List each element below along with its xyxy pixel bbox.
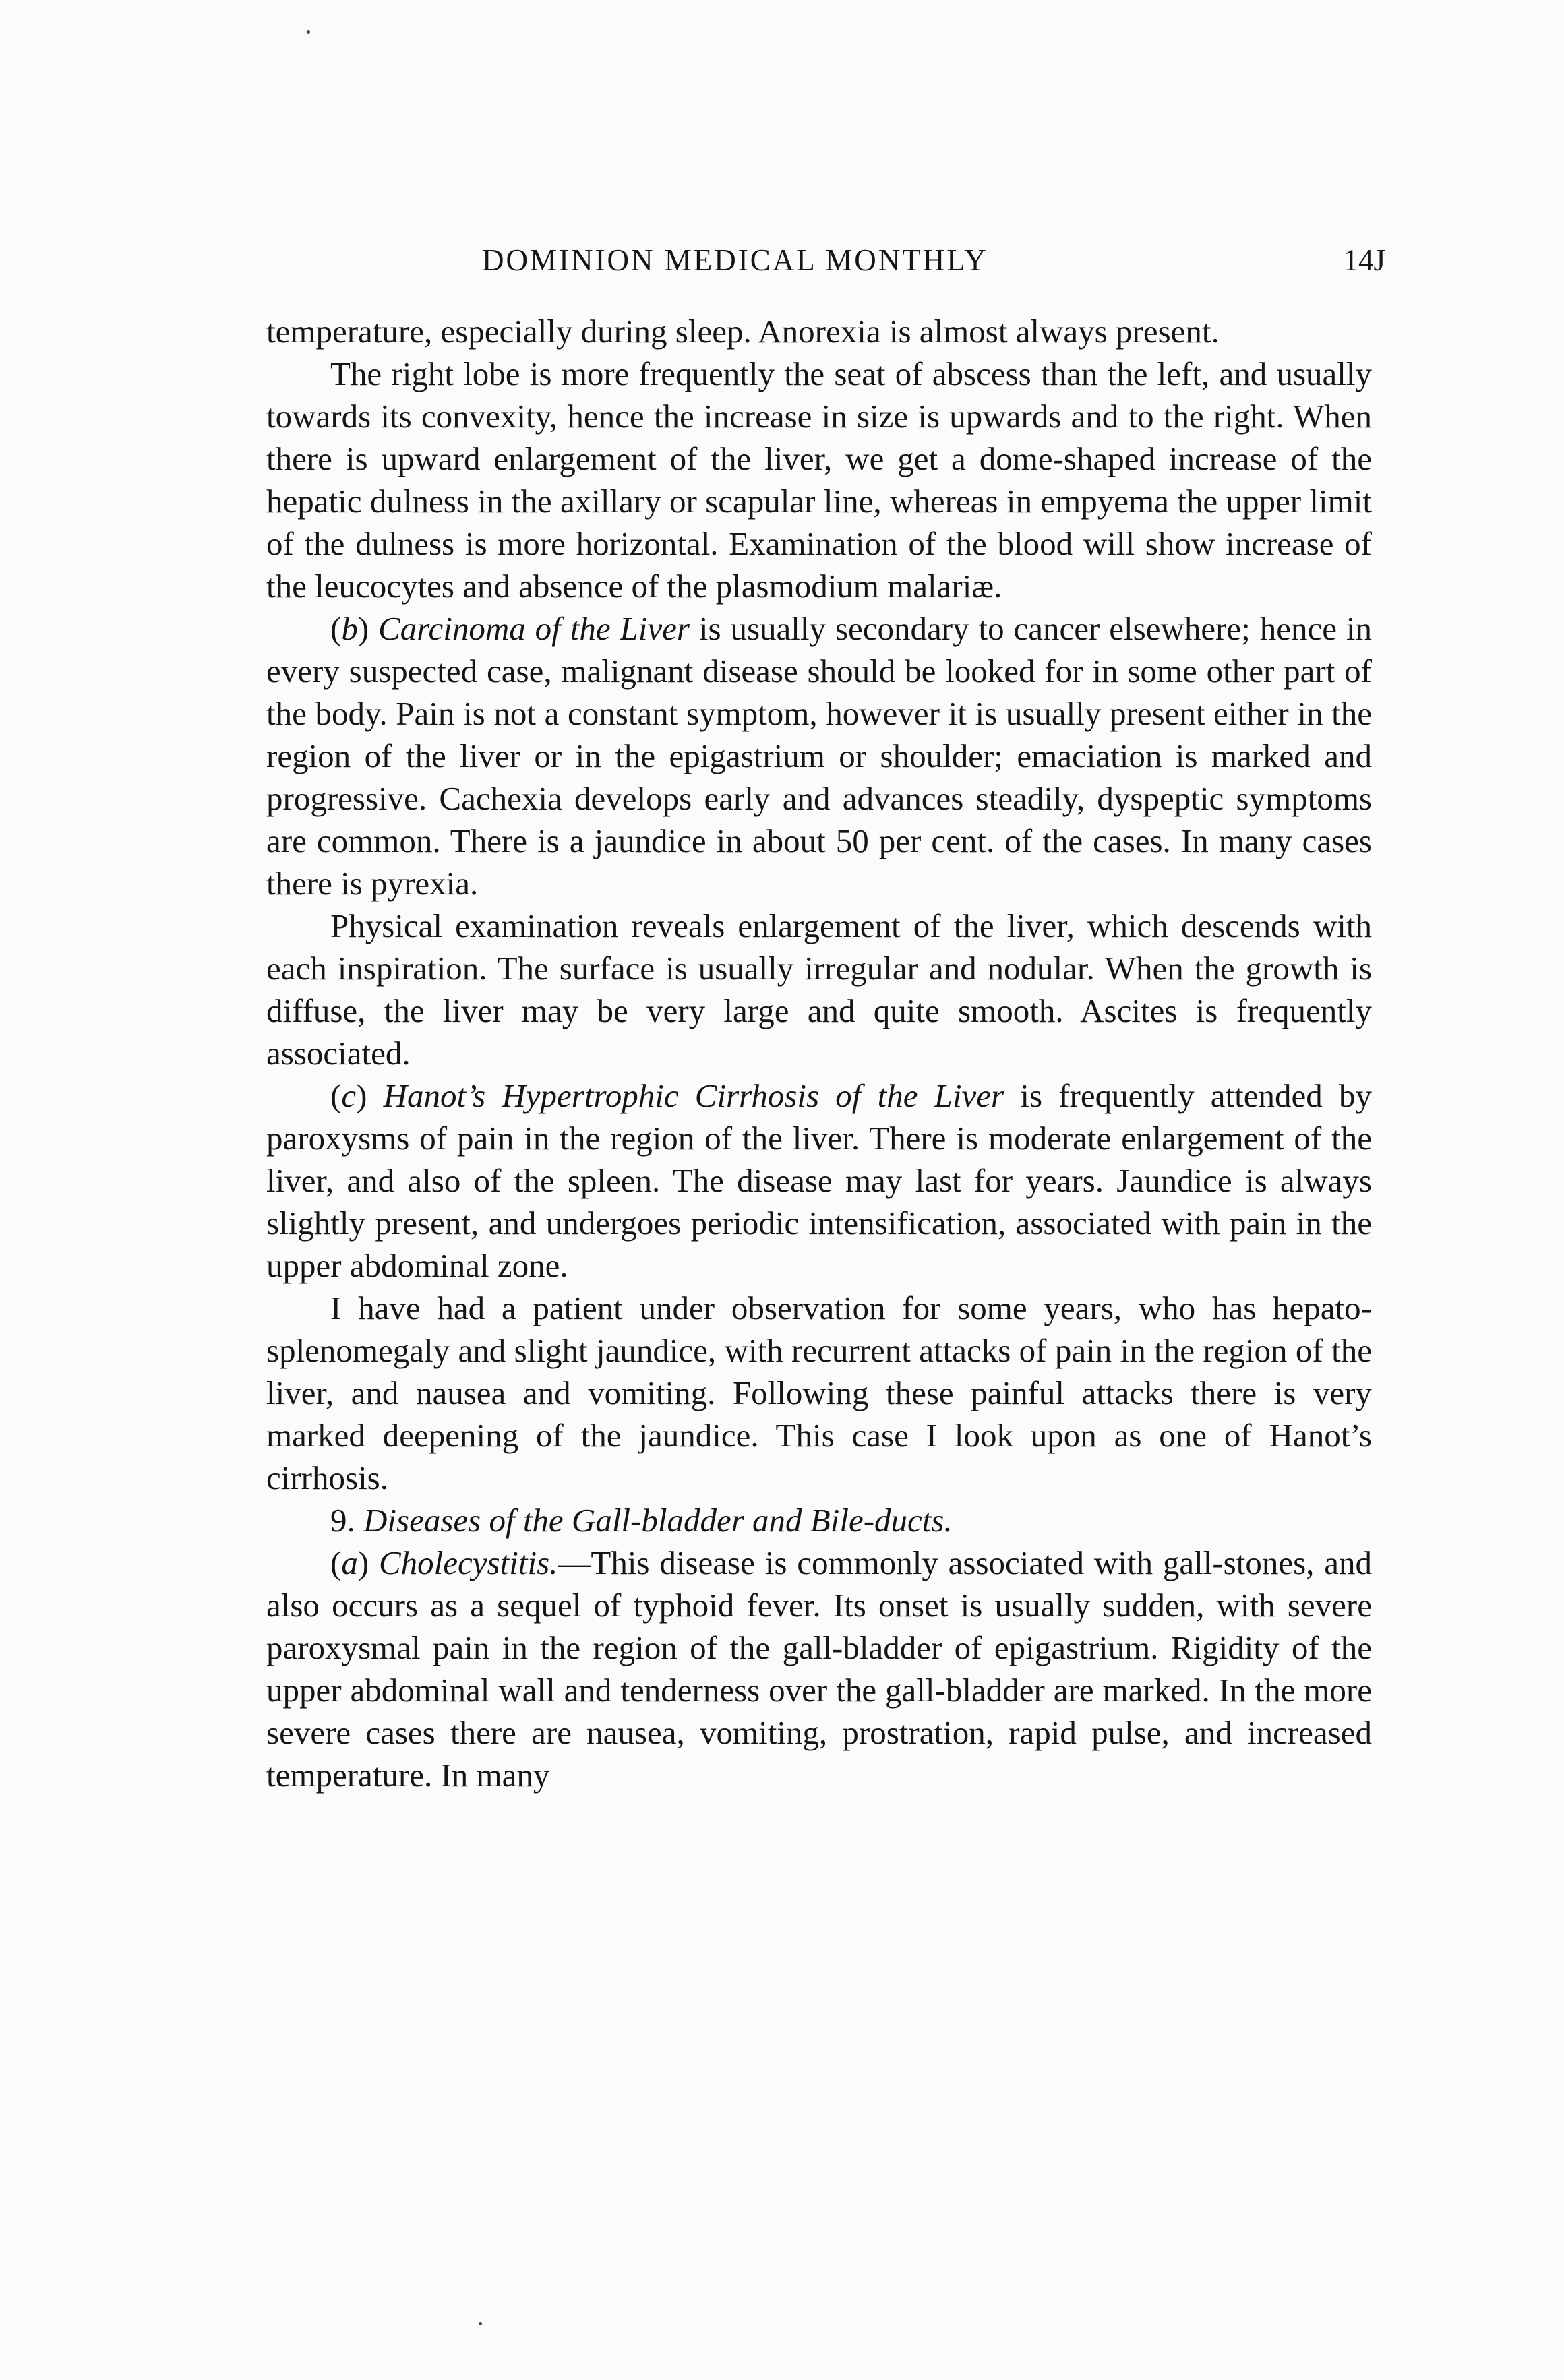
paragraph-patient-case: I have had a patient under observation for some years, who has hepato-splenomegaly and slight jaundice, with recurrent attacks of pain in the region of the liver, and nausea and vomiting. Following these painful attacks there is very marked deepening of the jaundice. This case I look upon as one of Hanot’s cirrhosis. (266, 1289, 1372, 1496)
print-speck (307, 30, 310, 34)
paragraph-temperature: temperature, especially during sleep. Anorexia is almost always present. (266, 313, 1220, 350)
page-number: 14J (1343, 243, 1385, 277)
subsection-letter: c (341, 1077, 357, 1114)
paragraph-right-lobe: The right lobe is more frequently the seat of abscess than the left, and usually towards its convexity, hence the increase in size is upwards and to the right. When there is upward enlargement of the liver, we get a dome-shaped increase of the hepatic dulness in the axillary or scapular line, whereas in empyema the upper limit of the dulness is more horizontal. Examination of the blood will show increase of the leucocytes and absence of the plasmodium malariæ. (266, 355, 1372, 605)
subsection-letter: b (341, 610, 358, 647)
print-speck (479, 2322, 482, 2325)
section-heading-gall-bladder: 9. Diseases of the Gall-bladder and Bile-ducts. (330, 1502, 953, 1539)
body-text (266, 310, 1372, 1796)
section-heading: Diseases of the Gall-bladder and Bile-ducts. (363, 1502, 953, 1539)
paragraph-hanot: (c) Hanot’s Hypertrophic Cirrhosis of the Liver is frequently attended by paroxysms of pain in the region of the liver. There is moderate enlargement of the liver, and also of the spleen. The disease may last for years. Jaundice is always slightly present, and undergoes periodic intensification, associated with pain in the upper abdominal zone. (266, 1077, 1372, 1284)
subsection-heading: Hanot’s Hypertrophic Cirrhosis of the Liver (383, 1077, 1004, 1114)
subsection-heading: Carcinoma of the Liver (378, 610, 690, 647)
paragraph-carcinoma: (b) Carcinoma of the Liver is usually secondary to cancer elsewhere; hence in every suspected case, malignant disease should be looked for in some other part of the body. Pain is not a constant symptom, however it is usually present either in the region of the liver or in the epigastrium or shoulder; emaciation is marked and progressive. Cachexia develops early and advances steadily, dyspeptic symptoms are common. There is a jaundice in about 50 per cent. of the cases. In many cases there is pyrexia. (266, 610, 1372, 902)
paragraph-cholecystitis: (a) Cholecystitis.—This disease is commonly associated with gall-stones, and also occurs as a sequel of typhoid fever. Its onset is usually sudden, with severe paroxysmal pain in the region of the gall-bladder of epigastrium. Rigidity of the upper abdominal wall and tenderness over the gall-bladder are marked. In the more severe cases there are nausea, vomiting, prostration, rapid pulse, and increased temperature. In many (266, 1544, 1372, 1794)
subsection-heading: Cholecystitis. (379, 1544, 558, 1581)
journal-title: DOMINION MEDICAL MONTHLY (482, 243, 988, 277)
paragraph-physical-exam: Physical examination reveals enlargement of the liver, which descends with each inspiration. The surface is usually irregular and nodular. When the growth is diffuse, the liver may be very large and quite smooth. Ascites is frequently associated. (266, 907, 1372, 1072)
running-header (266, 243, 1385, 297)
subsection-letter: a (341, 1544, 358, 1581)
